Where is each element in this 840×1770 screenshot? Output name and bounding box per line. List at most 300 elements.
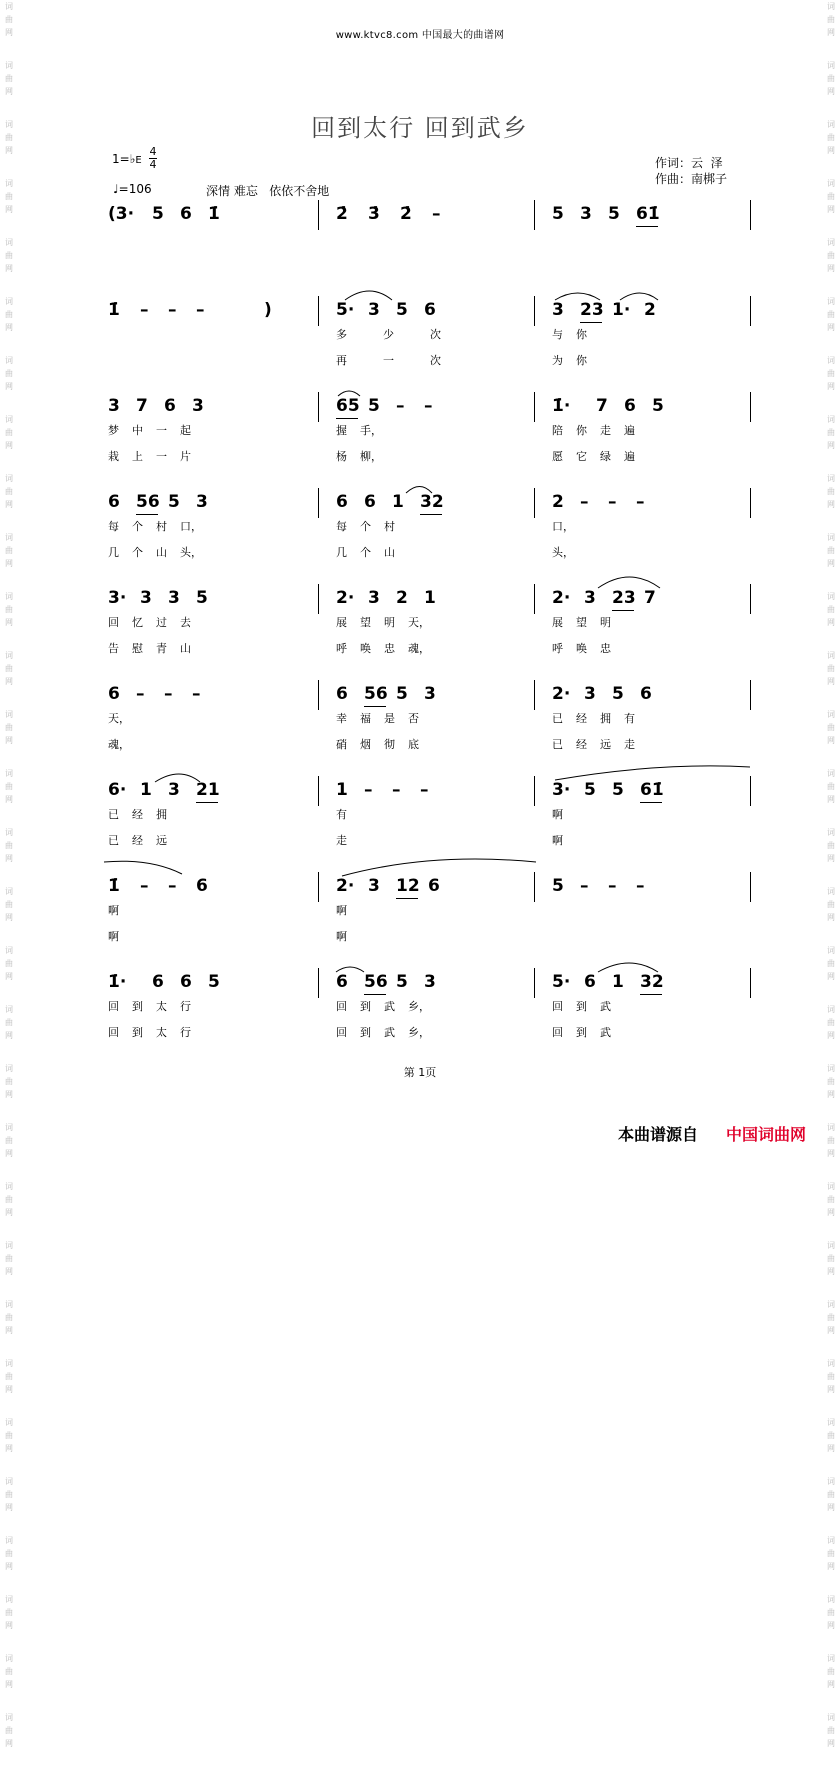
watermark-gap	[824, 157, 838, 177]
note: 6	[364, 492, 376, 512]
watermark-char: 曲	[827, 723, 835, 732]
lyric-char: 走	[600, 424, 611, 437]
watermark-char: 网	[827, 1267, 835, 1276]
lyric-char: 山	[156, 546, 167, 559]
note: 1̇·	[108, 972, 127, 992]
watermark-left	[2, 0, 16, 1748]
watermark-gap	[2, 570, 16, 590]
watermark-char: 网	[827, 736, 835, 745]
eighth-beam	[336, 418, 358, 419]
watermark-char: 网	[5, 677, 13, 686]
watermark-char: 词	[827, 1713, 835, 1722]
note: 3	[368, 588, 380, 608]
note: 1̇	[208, 204, 220, 224]
watermark-gap	[2, 452, 16, 472]
watermark-char: 词	[827, 710, 835, 719]
note: 5	[652, 396, 664, 416]
note: 56	[364, 972, 388, 992]
watermark-char: 曲	[827, 1372, 835, 1381]
note: –	[192, 684, 201, 704]
watermark-gap	[2, 983, 16, 1003]
watermark-char: 词	[5, 1595, 13, 1604]
lyric-char: 武	[600, 1026, 611, 1039]
note: –	[636, 492, 645, 512]
note: 2̇	[336, 204, 348, 224]
watermark-gap	[824, 983, 838, 1003]
watermark-char: 曲	[5, 310, 13, 319]
bar-line	[534, 776, 535, 806]
watermark-char: 词	[827, 533, 835, 542]
watermark-char: 词	[5, 1005, 13, 1014]
watermark-char: 曲	[827, 1549, 835, 1558]
watermark-char: 词	[5, 1713, 13, 1722]
lyric-char: 呼	[552, 642, 563, 655]
note: 3	[108, 396, 120, 416]
note: 1̇	[108, 876, 120, 896]
note: 5	[396, 300, 408, 320]
lyric-char: 中	[132, 424, 143, 437]
lyric-char: 到	[360, 1026, 371, 1039]
bar-line	[750, 680, 751, 710]
note: 5	[552, 204, 564, 224]
eighth-beam	[136, 514, 158, 515]
lyric-char: 已	[108, 834, 119, 847]
lyric-char: 远	[156, 834, 167, 847]
watermark-char: 曲	[827, 1726, 835, 1735]
note: 3	[196, 492, 208, 512]
watermark-char: 词	[5, 946, 13, 955]
note: –	[164, 684, 173, 704]
note: 6	[180, 972, 192, 992]
lyric-char: 展	[336, 616, 347, 629]
watermark-char: 词	[827, 1654, 835, 1663]
lyric-char: 每	[336, 520, 347, 533]
note: 1·	[612, 300, 631, 320]
eighth-beam	[640, 802, 662, 803]
lyric-char: 啊	[108, 930, 119, 943]
watermark-gap	[824, 1632, 838, 1652]
watermark-char: 词	[827, 946, 835, 955]
watermark-char: 词	[5, 651, 13, 660]
note: 5	[552, 876, 564, 896]
note: 1	[612, 972, 624, 992]
lyric-char: 个	[132, 520, 143, 533]
note: 5	[396, 972, 408, 992]
watermark-gap	[2, 157, 16, 177]
key-prefix: 1=	[112, 152, 130, 166]
note: )	[264, 300, 272, 320]
watermark-char: 曲	[827, 1077, 835, 1086]
note: 3	[424, 684, 436, 704]
note: 3	[580, 204, 592, 224]
watermark-gap	[2, 747, 16, 767]
lyric-char: 个	[360, 520, 371, 533]
watermark-right	[824, 0, 838, 1748]
watermark-char: 词	[5, 1654, 13, 1663]
lyric-char: 有	[336, 808, 347, 821]
lyric-char: 多	[336, 328, 347, 341]
note: 6	[108, 684, 120, 704]
watermark-char: 词	[5, 1064, 13, 1073]
watermark-char: 曲	[827, 74, 835, 83]
note: 1	[424, 588, 436, 608]
note: 32	[640, 972, 664, 992]
watermark-char: 网	[5, 618, 13, 627]
watermark-char: 曲	[5, 369, 13, 378]
watermark-gap	[2, 275, 16, 295]
watermark-char: 网	[5, 559, 13, 568]
watermark-gap	[824, 806, 838, 826]
lyric-char: 乡，	[408, 1026, 430, 1039]
bar-line	[750, 296, 751, 326]
bar-line	[318, 776, 319, 806]
bar-line	[750, 872, 751, 902]
watermark-gap	[2, 1042, 16, 1062]
watermark-char: 曲	[5, 841, 13, 850]
watermark-char: 网	[827, 559, 835, 568]
lyric-char: 片	[180, 450, 191, 463]
note: 7	[644, 588, 656, 608]
note: 6	[152, 972, 164, 992]
lyric-char: 啊	[336, 904, 347, 917]
watermark-char: 网	[5, 913, 13, 922]
lyric-char: 底	[408, 738, 419, 751]
watermark-char: 词	[827, 1300, 835, 1309]
note: 5·	[552, 972, 571, 992]
lyric-char: 太	[156, 1026, 167, 1039]
watermark-char: 曲	[827, 251, 835, 260]
watermark-char: 曲	[827, 15, 835, 24]
watermark-char: 网	[827, 28, 835, 37]
note: –	[168, 300, 177, 320]
watermark-gap	[824, 1219, 838, 1239]
watermark-char: 曲	[5, 723, 13, 732]
note: –	[608, 492, 617, 512]
watermark-char: 词	[5, 1300, 13, 1309]
note: 6	[428, 876, 440, 896]
bar-line	[534, 872, 535, 902]
watermark-char: 曲	[827, 605, 835, 614]
watermark-gap	[824, 688, 838, 708]
note: 5	[612, 780, 624, 800]
slur	[555, 766, 750, 780]
note: 3	[368, 876, 380, 896]
watermark-char: 词	[827, 1359, 835, 1368]
note: 65	[336, 396, 360, 416]
lyric-char: 绿	[600, 450, 611, 463]
note: 5	[612, 684, 624, 704]
lyric-char: 每	[108, 520, 119, 533]
note: 5	[584, 780, 596, 800]
lyric-char: 村	[384, 520, 395, 533]
lyric-char: 回	[108, 1026, 119, 1039]
watermark-char: 网	[827, 618, 835, 627]
lyric-char: 次	[430, 328, 441, 341]
lyric-char: 它	[576, 450, 587, 463]
watermark-char: 曲	[5, 1136, 13, 1145]
note: 5	[396, 684, 408, 704]
watermark-char: 词	[5, 1123, 13, 1132]
note: 1	[140, 780, 152, 800]
watermark-char: 曲	[5, 133, 13, 142]
watermark-char: 词	[5, 1536, 13, 1545]
lyric-char: 啊	[552, 808, 563, 821]
note: –	[396, 396, 405, 416]
note: 2·	[336, 876, 355, 896]
lyric-char: 遍	[624, 450, 635, 463]
lyric-char: 天，	[408, 616, 430, 629]
lyric-char: 青	[156, 642, 167, 655]
watermark-gap	[824, 1042, 838, 1062]
watermark-gap	[824, 1455, 838, 1475]
note: 6	[640, 684, 652, 704]
watermark-gap	[2, 393, 16, 413]
watermark-char: 网	[5, 1385, 13, 1394]
eighth-beam	[396, 898, 418, 899]
lyric-char: 啊	[552, 834, 563, 847]
watermark-char: 词	[827, 356, 835, 365]
watermark-gap	[824, 39, 838, 59]
watermark-gap	[824, 275, 838, 295]
bar-line	[750, 584, 751, 614]
watermark-char: 网	[5, 87, 13, 96]
note: 3	[140, 588, 152, 608]
lyric-char: 上	[132, 450, 143, 463]
watermark-char: 网	[827, 1385, 835, 1394]
lyric-char: 乡，	[408, 1000, 430, 1013]
watermark-char: 词	[5, 238, 13, 247]
watermark-gap	[2, 1101, 16, 1121]
watermark-char: 词	[827, 1064, 835, 1073]
note: 5	[608, 204, 620, 224]
lyric-char: 为	[552, 354, 563, 367]
lyric-char: 头，	[552, 546, 574, 559]
lyric-char: 唤	[360, 642, 371, 655]
note: 2	[644, 300, 656, 320]
watermark-char: 词	[827, 1595, 835, 1604]
lyric-char: 远	[600, 738, 611, 751]
watermark-char: 词	[5, 2, 13, 11]
site-header[interactable]: www.ktvc8.com 中国最大的曲谱网	[335, 30, 505, 41]
watermark-char: 词	[5, 887, 13, 896]
lyric-char: 过	[156, 616, 167, 629]
eighth-beam	[364, 706, 386, 707]
watermark-char: 词	[5, 1477, 13, 1486]
watermark-char: 网	[5, 736, 13, 745]
watermark-char: 曲	[5, 1018, 13, 1027]
note: 7	[596, 396, 608, 416]
lyric-char: 唤	[576, 642, 587, 655]
lyric-char: 明	[384, 616, 395, 629]
note: 3	[168, 588, 180, 608]
lyric-char: 一	[383, 354, 394, 367]
watermark-char: 网	[5, 500, 13, 509]
watermark-char: 词	[827, 179, 835, 188]
watermark-char: 网	[5, 795, 13, 804]
watermark-gap	[824, 1691, 838, 1711]
lyric-char: 你	[576, 424, 587, 437]
note: –	[136, 684, 145, 704]
bar-line	[318, 392, 319, 422]
note: –	[140, 300, 149, 320]
lyric-char: 烟	[360, 738, 371, 751]
note: –	[420, 780, 429, 800]
eighth-beam	[580, 322, 602, 323]
watermark-char: 词	[827, 1005, 835, 1014]
watermark-char: 词	[827, 415, 835, 424]
bar-line	[534, 392, 535, 422]
watermark-char: 网	[827, 1208, 835, 1217]
watermark-gap	[824, 747, 838, 767]
watermark-char: 网	[827, 1031, 835, 1040]
watermark-char: 曲	[827, 900, 835, 909]
note: 7	[136, 396, 148, 416]
watermark-gap	[824, 216, 838, 236]
watermark-gap	[824, 1573, 838, 1593]
lyric-char: 啊	[108, 904, 119, 917]
watermark-char: 词	[827, 2, 835, 11]
watermark-char: 曲	[827, 546, 835, 555]
lyric-char: 啊	[336, 930, 347, 943]
lyric-char: 忠	[384, 642, 395, 655]
watermark-char: 网	[827, 323, 835, 332]
watermark-char: 曲	[5, 959, 13, 968]
footer-source-label: 本曲谱源自	[617, 1125, 698, 1144]
watermark-char: 网	[827, 1503, 835, 1512]
note: 3	[368, 300, 380, 320]
watermark-gap	[824, 452, 838, 472]
note: –	[432, 204, 441, 224]
note: 61̇	[636, 204, 660, 224]
watermark-gap	[2, 1632, 16, 1652]
note: 23	[580, 300, 604, 320]
watermark-gap	[824, 1337, 838, 1357]
watermark-char: 曲	[5, 1726, 13, 1735]
watermark-char: 曲	[5, 1195, 13, 1204]
watermark-char: 曲	[5, 487, 13, 496]
watermark-char: 网	[5, 854, 13, 863]
watermark-char: 网	[827, 1562, 835, 1571]
watermark-char: 词	[827, 120, 835, 129]
key-signature	[112, 152, 142, 166]
note: 5	[208, 972, 220, 992]
note: –	[424, 396, 433, 416]
lyric-char: 栽	[108, 450, 119, 463]
watermark-char: 曲	[5, 1667, 13, 1676]
watermark-char: 曲	[827, 841, 835, 850]
lyric-char: 拥	[156, 808, 167, 821]
lyric-char: 忠	[600, 642, 611, 655]
watermark-char: 网	[827, 205, 835, 214]
watermark-char: 网	[5, 972, 13, 981]
note: 2	[396, 588, 408, 608]
bar-line	[318, 680, 319, 710]
watermark-char: 曲	[827, 1313, 835, 1322]
note: 23	[612, 588, 636, 608]
watermark-gap	[2, 1514, 16, 1534]
bar-line	[534, 296, 535, 326]
watermark-char: 曲	[5, 782, 13, 791]
watermark-char: 网	[5, 1326, 13, 1335]
watermark-gap	[824, 511, 838, 531]
eighth-beam	[420, 514, 442, 515]
eighth-beam	[196, 802, 218, 803]
note: 6	[336, 972, 348, 992]
watermark-char: 词	[5, 710, 13, 719]
watermark-char: 词	[5, 1241, 13, 1250]
lyric-char: 魂，	[408, 642, 430, 655]
lyric-char: 愿	[552, 450, 563, 463]
lyric-char: 杨	[336, 450, 347, 463]
lyric-char: 走	[624, 738, 635, 751]
bar-line	[534, 584, 535, 614]
bar-line	[534, 680, 535, 710]
watermark-gap	[2, 1691, 16, 1711]
slur	[598, 577, 660, 588]
lyric-char: 山	[180, 642, 191, 655]
watermark-char: 网	[5, 1739, 13, 1748]
page-number: 第 1页	[403, 1066, 437, 1079]
note: 5	[368, 396, 380, 416]
watermark-char: 曲	[5, 1490, 13, 1499]
watermark-char: 曲	[5, 251, 13, 260]
watermark-char: 网	[5, 146, 13, 155]
bar-line	[750, 200, 751, 230]
slur	[345, 291, 392, 300]
bar-line	[534, 968, 535, 998]
note: 2·	[336, 588, 355, 608]
watermark-char: 网	[5, 1680, 13, 1689]
note: 3	[552, 300, 564, 320]
lyric-char: 与	[552, 328, 563, 341]
watermark-char: 词	[5, 61, 13, 70]
footer-site-link[interactable]: 中国词曲网	[725, 1125, 806, 1144]
watermark-gap	[2, 334, 16, 354]
watermark-gap	[2, 806, 16, 826]
note: 6	[164, 396, 176, 416]
note: 21	[196, 780, 220, 800]
note: 6	[108, 492, 120, 512]
lyric-char: 回	[552, 1026, 563, 1039]
lyric-char: 再	[336, 354, 347, 367]
watermark-gap	[824, 1278, 838, 1298]
lyric-char: 福	[360, 712, 371, 725]
watermark-char: 词	[827, 1241, 835, 1250]
watermark-char: 网	[5, 1503, 13, 1512]
note: 2·	[552, 684, 571, 704]
note: 1	[392, 492, 404, 512]
flat-symbol: ♭	[129, 152, 136, 166]
eighth-beam	[640, 994, 662, 995]
lyric-char: 村	[156, 520, 167, 533]
watermark-char: 网	[827, 441, 835, 450]
note: 3	[192, 396, 204, 416]
watermark-char: 曲	[827, 1667, 835, 1676]
watermark-char: 曲	[827, 664, 835, 673]
watermark-char: 曲	[5, 1608, 13, 1617]
note: 6	[584, 972, 596, 992]
lyric-char: 呼	[336, 642, 347, 655]
lyric-char: 魂，	[108, 738, 130, 751]
watermark-char: 网	[827, 1680, 835, 1689]
watermark-char: 词	[5, 1359, 13, 1368]
bar-line	[318, 488, 319, 518]
note: 6	[624, 396, 636, 416]
watermark-char: 曲	[827, 1431, 835, 1440]
note: 12	[396, 876, 420, 896]
watermark-gap	[824, 1101, 838, 1121]
watermark-char: 词	[5, 356, 13, 365]
